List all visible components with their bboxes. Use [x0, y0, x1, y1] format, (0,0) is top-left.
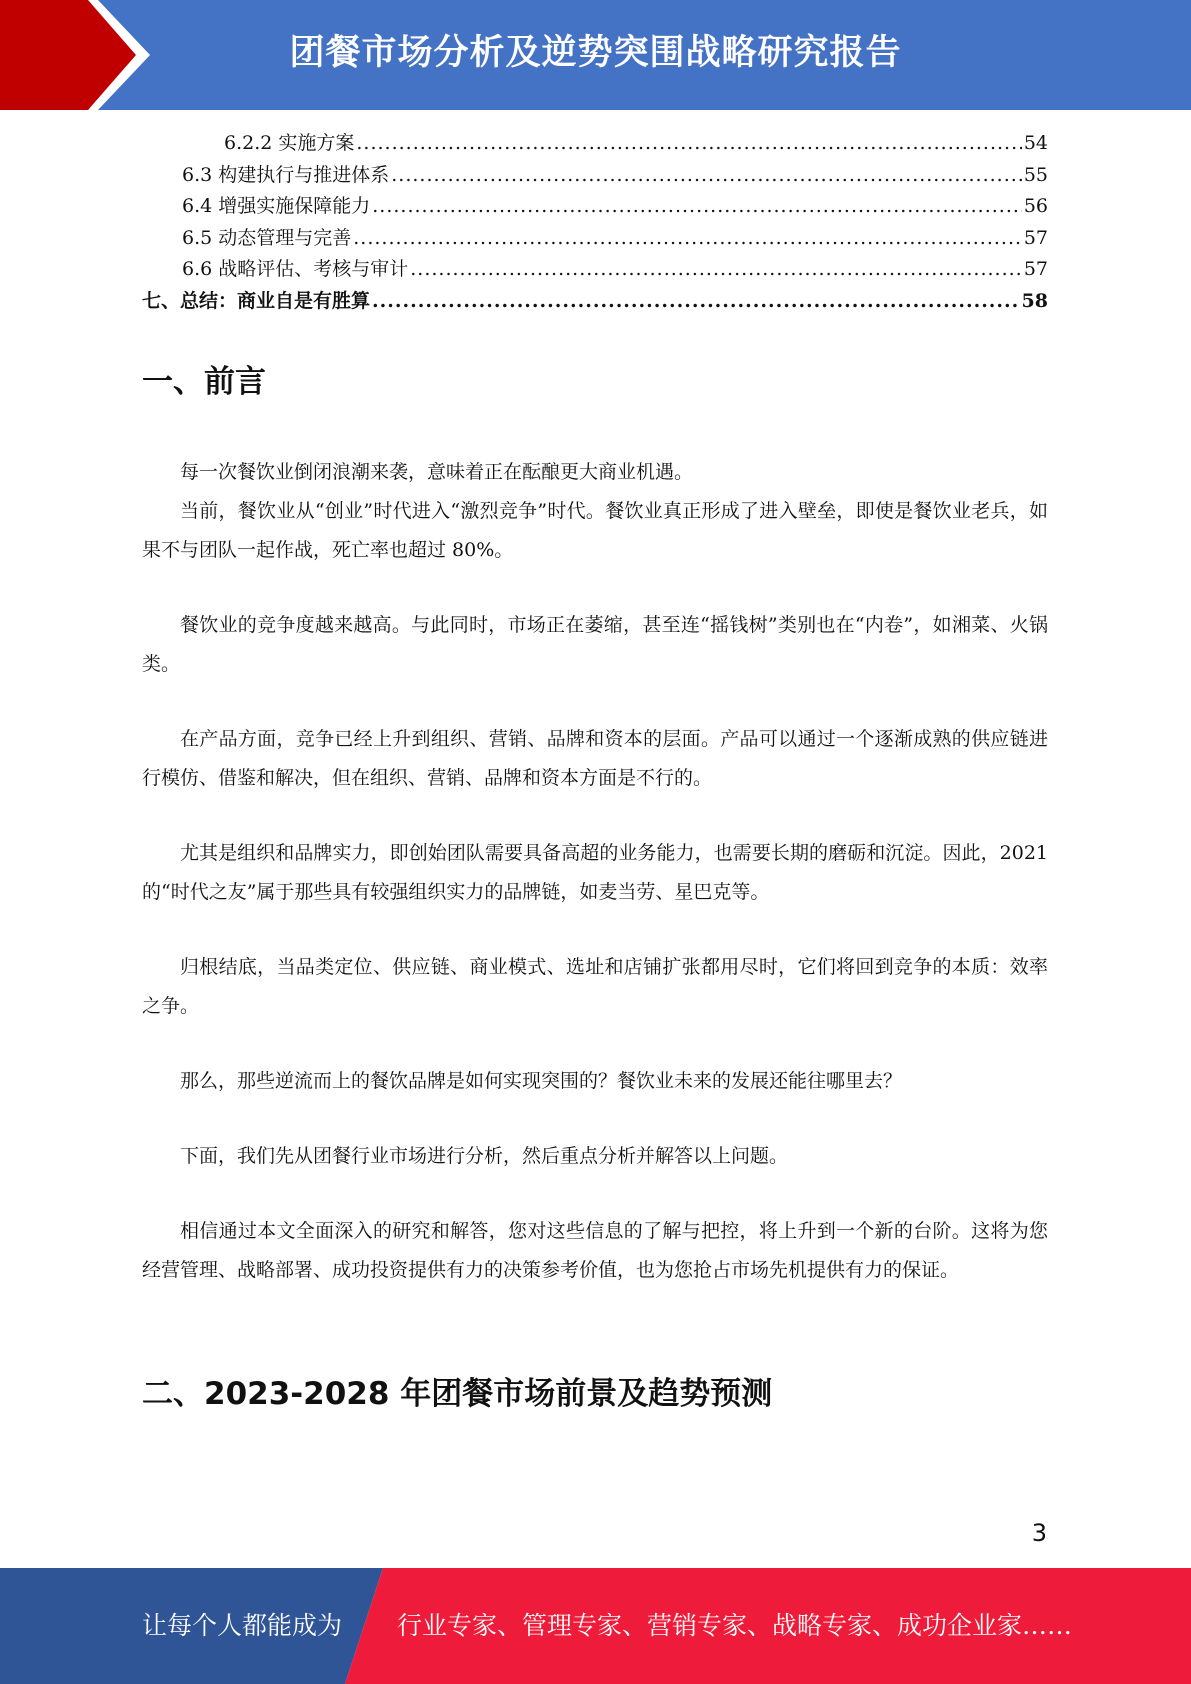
toc-leader-dots — [391, 164, 1022, 186]
footer-slogan-left: 让每个人都能成为 — [142, 1611, 343, 1640]
toc-entry-page: 57 — [1023, 258, 1048, 280]
paragraph: 当前，餐饮业从“创业”时代进入“激烈竞争”时代。餐饮业真正形成了进入壁垒，即使是餐饮业老兵，如果不与团队一起作战，死亡率也超过 80%。 — [142, 500, 1048, 561]
page-number: 3 — [1031, 1519, 1047, 1547]
toc-entry-label: 6.6 战略评估、考核与审计 — [182, 258, 409, 280]
section-heading-forecast: 二、2023-2028 年团餐市场前景及趋势预测 — [142, 1376, 773, 1412]
paragraph: 每一次餐饮业倒闭浪潮来袭，意味着正在酝酿更大商业机遇。 — [180, 461, 694, 483]
footer-slogan-right: 行业专家、管理专家、营销专家、战略专家、成功企业家…… — [397, 1611, 1073, 1640]
toc-entry[interactable] — [142, 223, 1048, 255]
toc-entry-page: 58 — [1021, 289, 1048, 312]
paragraph: 归根结底，当品类定位、供应链、商业模式、选址和店铺扩张都用尽时，它们将回到竞争的本质：效率之争。 — [142, 956, 1048, 1017]
toc-leader-dots — [410, 258, 1022, 280]
toc-leader-dots — [356, 132, 1021, 154]
page-footer — [0, 1568, 1191, 1684]
toc-entry-label: 6.4 增强实施保障能力 — [182, 195, 371, 217]
section-heading-preface: 一、前言 — [142, 364, 266, 400]
toc-leader-dots — [353, 227, 1022, 249]
paragraph: 那么，那些逆流而上的餐饮品牌是如何实现突围的？餐饮业未来的发展还能往哪里去？ — [180, 1070, 903, 1092]
toc-entry-label: 6.5 动态管理与完善 — [182, 226, 352, 249]
paragraph: 餐饮业的竞争度越来越高。与此同时，市场正在萎缩，甚至连“摇钱树”类别也在“内卷”，如湘菜、火锅类。 — [142, 614, 1048, 675]
toc-entry-page: 57 — [1023, 226, 1048, 249]
toc-leader-dots — [372, 195, 1022, 217]
report-title: 团餐市场分析及逆势突围战略研究报告 — [289, 33, 902, 73]
toc-entry[interactable] — [142, 128, 1048, 160]
toc-entry-label: 七、总结：商业自是有胜算 — [142, 289, 371, 312]
paragraph: 下面，我们先从团餐行业市场进行分析，然后重点分析并解答以上问题。 — [180, 1145, 789, 1167]
toc-entry-page: 56 — [1023, 195, 1048, 217]
preface-body — [142, 453, 1048, 1290]
toc-entry[interactable] — [142, 191, 1048, 223]
toc-entry[interactable] — [142, 286, 1048, 318]
paragraph: 尤其是组织和品牌实力，即创始团队需要具备高超的业务能力，也需要长期的磨砺和沉淀。因此，2021 的“时代之友”属于那些具有较强组织实力的品牌链，如麦当劳、星巴克等。 — [142, 842, 1048, 903]
table-of-contents — [142, 128, 1048, 317]
toc-leader-dots — [372, 290, 1020, 312]
toc-entry-label: 6.3 构建执行与推进体系 — [182, 163, 390, 186]
toc-entry[interactable] — [142, 160, 1048, 192]
paragraph: 相信通过本文全面深入的研究和解答，您对这些信息的了解与把控，将上升到一个新的台阶。这将为您经营管理、战略部署、成功投资提供有力的决策参考价值，也为您抢占市场先机提供有力的保证。 — [142, 1220, 1048, 1281]
header-arrow-decoration — [0, 0, 150, 110]
paragraph: 在产品方面，竞争已经上升到组织、营销、品牌和资本的层面。产品可以通过一个逐渐成熟的供应链进行模仿、借鉴和解决，但在组织、营销、品牌和资本方面是不行的。 — [142, 728, 1048, 789]
page-header — [0, 0, 1191, 110]
toc-entry-label: 6.2.2 实施方案 — [224, 132, 355, 154]
toc-entry-page: 55 — [1023, 163, 1048, 186]
toc-entry[interactable] — [142, 254, 1048, 286]
toc-entry-page: 54 — [1023, 132, 1048, 154]
